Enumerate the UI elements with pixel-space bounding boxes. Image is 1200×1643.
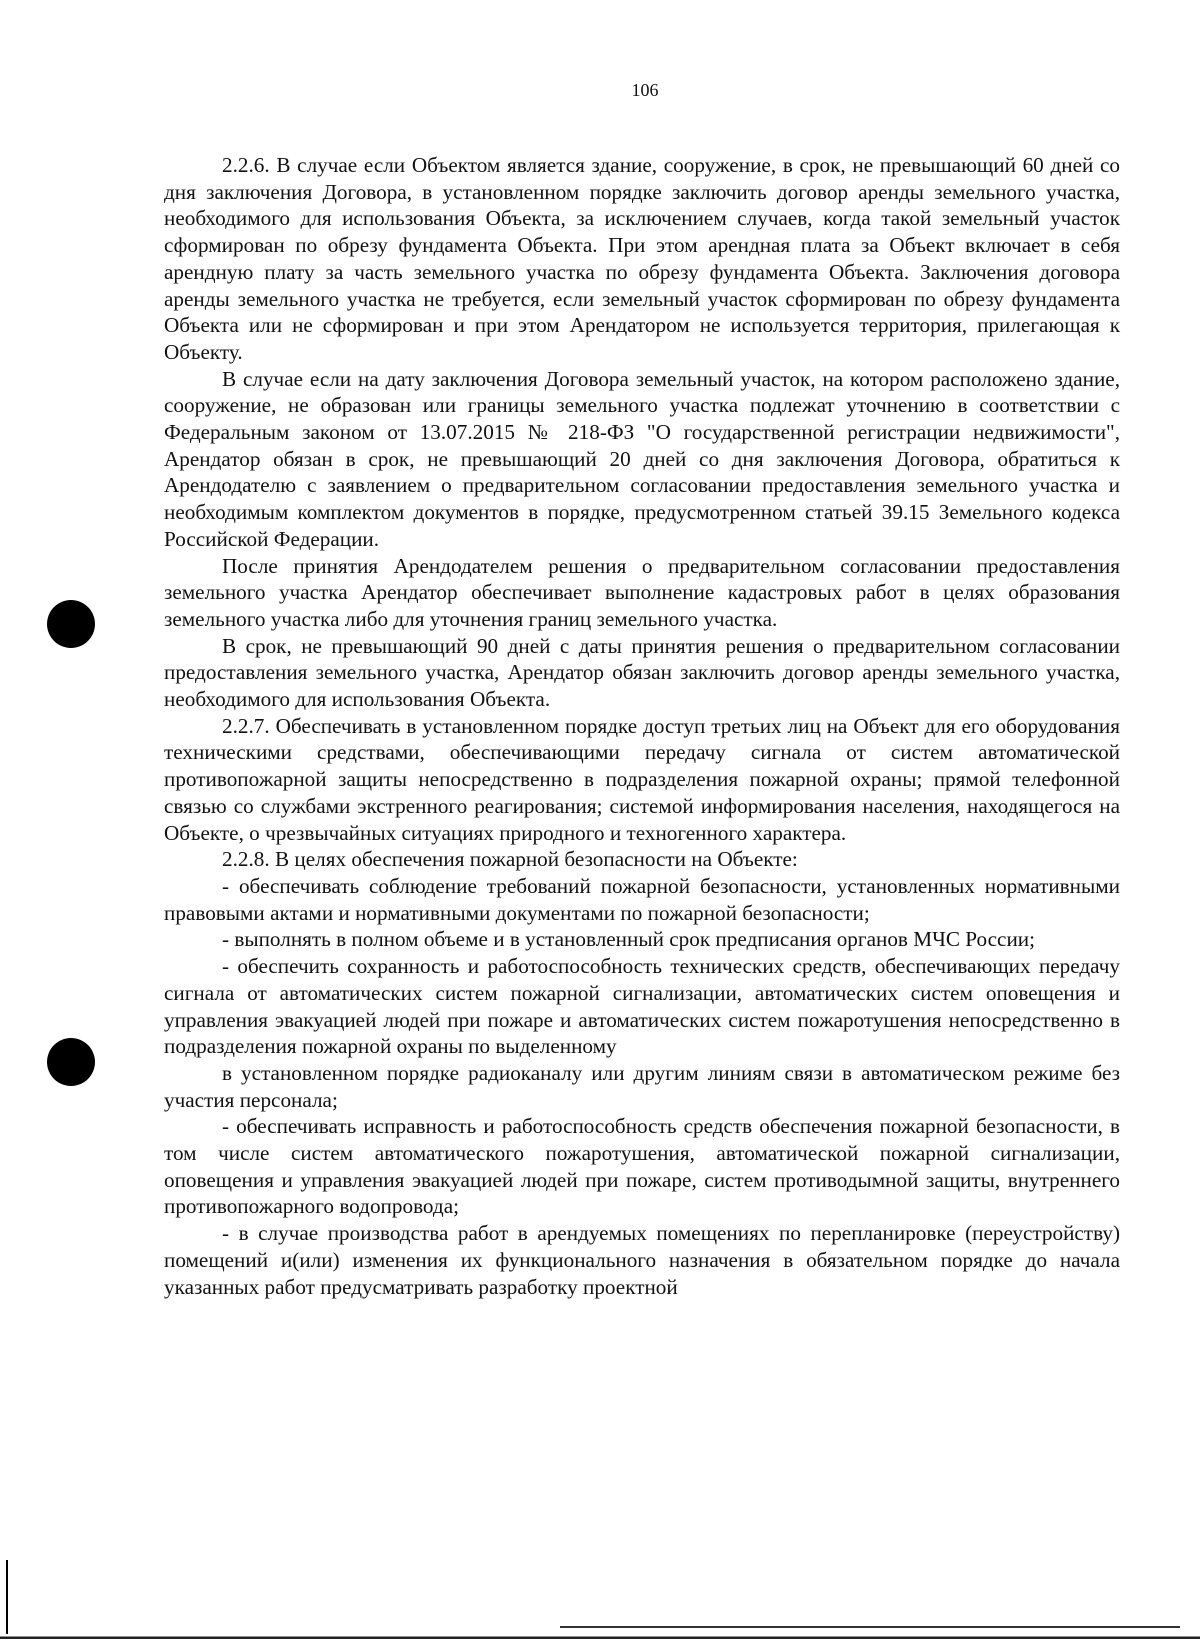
paragraph-lease-deadline: В срок, не превышающий 90 дней с даты принятия решения о предварительном согласовании предоставления земельного участка, Арендатор обязан заключить договор аренды земельного участка, необходимого для использования Объекта. [164, 633, 1120, 712]
document-body [164, 152, 1120, 1300]
list-item-fire-systems-maintenance: - обеспечивать исправность и работоспособность средств обеспечения пожарной безопасности, в том числе систем автоматического пожаротушения, автоматической пожарной сигнализации, оповещения и управления эвакуацией людей при пожаре, систем противодымной защиты, внутреннего противопожарного водопровода; [164, 1114, 1120, 1219]
paragraph-2-2-7: 2.2.7. Обеспечивать в установленном порядке доступ третьих лиц на Объект для его оборудования техническими средствами, обеспечивающими передачу сигнала от систем автоматической противопожарной защиты непосредственно в подразделения пожарной охраны; прямой телефонной связью со службами экстренного реагирования; системой информирования населения, находящегося на Объекте, о чрезвычайных ситуациях природного и техногенного характера. [164, 713, 1120, 845]
page-number: 106 [631, 80, 659, 100]
paragraph-cadastral-works: После принятия Арендодателем решения о предварительном согласовании предоставления земельного участка Арендатор обеспечивает выполнение кадастровых работ в целях образования земельного участка либо для уточнения границ земельного участка. [164, 553, 1120, 631]
punch-hole-mark [47, 1038, 95, 1086]
paragraph-land-plot-approval: В случае если на дату заключения Договора земельный участок, на котором расположено здание, сооружение, не образован или границы земельного участка подлежат уточнению в соответствии с Федеральным законом от 13.07.2015 № 218-ФЗ "О государственной регистрации недвижимости", Арендатор обязан в срок, не превышающий 20 дней со дня заключения Договора, обратиться к Арендодателю с заявлением о предварительном согласовании предоставления земельного участка и необходимым комплектом документов в порядке, предусмотренном статьей 39.15 Земельного кодекса Российской Федерации. [164, 366, 1120, 551]
list-item-signal-equipment: - обеспечить сохранность и работоспособность технических средств, обеспечивающих передачу сигнала от автоматических систем пожарной сигнализации, автоматических систем оповещения и управления эвакуацией людей при пожаре и автоматических систем пожаротушения непосредственно в подразделения пожарной охраны по выделенному [164, 954, 1120, 1059]
scan-edge-mark [6, 1560, 8, 1643]
scan-edge-mark [560, 1626, 1180, 1628]
punch-hole-mark [47, 600, 95, 648]
paragraph-radio-channel: в установленном порядке радиоканалу или другим линиям связи в автоматическом режиме без участия персонала; [164, 1060, 1120, 1112]
paragraph-2-2-6: 2.2.6. В случае если Объектом является здание, сооружение, в срок, не превышающий 60 дней со дня заключения Договора, в установленном порядке заключить договор аренды земельного участка, необходимого для использования Объекта, за исключением случаев, когда такой земельный участок сформирован по обрезу фундамента Объекта. При этом арендная плата за Объект включает в себя арендную плату за часть земельного участка по обрезу фундамента Объекта. Заключения договора аренды земельного участка не требуется, если земельный участок сформирован по обрезу фундамента Объекта или не сформирован и при этом Арендатором не используется территория, прилегающая к Объекту. [164, 153, 1120, 364]
list-item-mchs-orders: - выполнять в полном объеме и в установленный срок предписания органов МЧС России; [222, 927, 1036, 952]
list-item-fire-safety-requirements: - обеспечивать соблюдение требований пожарной безопасности, установленных нормативными правовыми актами и нормативными документами по пожарной безопасности; [164, 873, 1120, 925]
list-item-redevelopment-works: - в случае производства работ в арендуемых помещениях по перепланировке (переустройству) помещений и(или) изменения их функционального назначения в обязательном порядке до начала указанных работ предусматривать разработку проектной [164, 1221, 1120, 1299]
scan-edge-mark [0, 1634, 1200, 1643]
paragraph-2-2-8: 2.2.8. В целях обеспечения пожарной безопасности на Объекте: [222, 847, 798, 872]
